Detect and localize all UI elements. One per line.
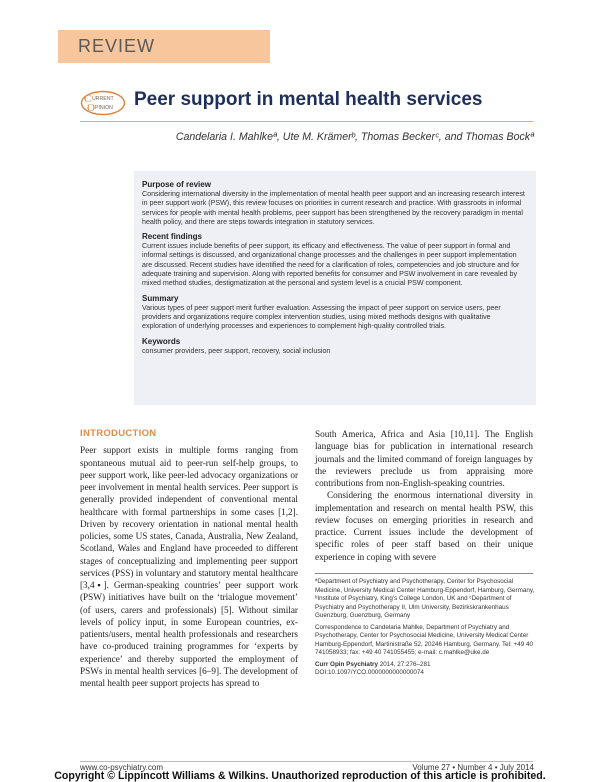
review-tag: REVIEW [58, 30, 270, 63]
article-title: Peer support in mental health services [134, 89, 483, 110]
footer-divider [80, 761, 533, 762]
right-paragraph-1: South America, Africa and Asia [10,11]. The English language bias for publication in international research journals and the limited command of foreign languages by the reviewers preclude us from appraising more contributions from non-English-speaking countries. [315, 429, 533, 488]
summary-text: Various types of peer support merit further evaluation. Assessing the impact of peer support on service users, peer providers and organizations require complex intervention studies, using mixed methods designs with qualitative exploration of underlying processes and experiences to complement high-quality controlled trials. [142, 303, 501, 331]
volume-info: Volume 27 • Number 4 • July 2014 [412, 763, 534, 772]
intro-paragraph: Peer support exists in multiple forms ranging from spontaneous mutual aid to peer-run self-help groups, to peer support work, like peer-led advocacy organizations or peer involvement in mental health services. Peer support is generally provided independent of conventional mental healthcare with formal partnerships in some cases [1,2]. Driven by recovery orientation in national mental health policies, some US states, Canada, Australia, New Zealand, Scotland, Wales and England have proceeded to different stages of conceptualizing and implementing peer support services (PSS) in voluntary and statutory mental healthcare [3,4▪]. German-speaking countries’ peer support work (PSW) initiatives have built on the ‘trialogue movement’ (of users, carers and professionals) [5]. Without similar levels of policy input, in some European countries, ex-patients/users, mental health professionals and researchers have co-produced training programmes for ‘experts by experience’ and thereby supported the employment of PSWs in mental health services [6–9]. The development of mental health peer support projects has spread to [80, 445, 298, 688]
copyright-notice: Copyright © Lippincott Williams & Wilkins. Unauthorized reproduction of this article is prohibited. [54, 770, 546, 782]
findings-heading: Recent findings [142, 232, 203, 242]
left-column [80, 428, 298, 689]
journal-citation: Curr Opin Psychiatry [315, 660, 378, 668]
journal-website: www.co-psychiatry.com [80, 763, 163, 772]
logo-line2: PINION [95, 105, 113, 111]
abstract-box [134, 171, 536, 405]
findings-text: Current issues include benefits of peer support, its efficacy and effectiveness. The value of peer support in formal and informal settings is discussed, and organizational change processes and the challenges in peer support implementation are discussed. Recent studies have identified the need for a clarification of roles, competencies and job structure and for adequate training and supervision. Along with reported benefits for consumer and PSW involvement in care revealed by mixed method studies, destigmatization at the personal and system level is a crucial PSW component. [142, 242, 520, 288]
current-opinion-logo [80, 90, 126, 116]
purpose-heading: Purpose of review [142, 180, 211, 189]
logo-line1: URRENT [92, 96, 114, 102]
correspondence: Correspondence to Candelaria Mahlke, Department of Psychiatry and Psychotherapy, Center for Psychosocial Medicine, University Medical Center Hamburg-Eppendorf, Martinistraße 52, 20246 Hamburg, Germany. Tel: +49 40 741058933; fax: +49 40 741055455; e-mail: c.mahlke@uke.de [315, 623, 533, 656]
footnote-divider [315, 573, 533, 574]
logo-o: O [87, 102, 95, 114]
citation-detail: 2014, 27:276–281 [378, 660, 431, 668]
purpose-text: Considering international diversity in the implementation of mental health peer support and an increasing research interest in peer support work (PSW), this review focuses on priorities in current research and practice. With grassroots in informal services for people with mental health problems, peer support has been strengthened by the recovery paradigm in mental health policy, and there are steps towards integration in statutory services. [142, 190, 525, 226]
footnotes [315, 578, 535, 681]
doi: DOI:10.1097/YCO.0000000000000074 [315, 669, 424, 676]
affiliations: ªDepartment of Psychiatry and Psychotherapy, Center for Psychosocial Medicine, University Medical Center Hamburg-Eppendorf, Hamburg, Germany, ᵇInstitute of Psychiatry, King’s College London, UK and ᶜDepartment of Psychiatry and Psychotherapy II, Ulm University, Bezirkskrankenhaus Guenzburg, Guenzburg, Germany [315, 578, 535, 619]
keywords-heading: Keywords [142, 336, 181, 346]
right-paragraph-2: Considering the enormous international diversity in implementation and research on mental health PSW, this review focuses on emerging priorities in research and practice. Current issues include the development of specific roles of peer staff based on their unique experience in coping with severe [315, 490, 533, 562]
introduction-heading: INTRODUCTION [80, 428, 157, 439]
summary-heading: Summary [142, 293, 179, 303]
right-column [315, 428, 533, 563]
author-list: Candelaria I. Mahlkeª, Ute M. Krämerᵇ, Thomas Beckerᶜ, and Thomas Bockª [175, 131, 534, 143]
keywords-text: consumer providers, peer support, recovery, social inclusion [142, 346, 331, 355]
title-divider [80, 121, 533, 122]
logo-c: C [84, 93, 92, 105]
